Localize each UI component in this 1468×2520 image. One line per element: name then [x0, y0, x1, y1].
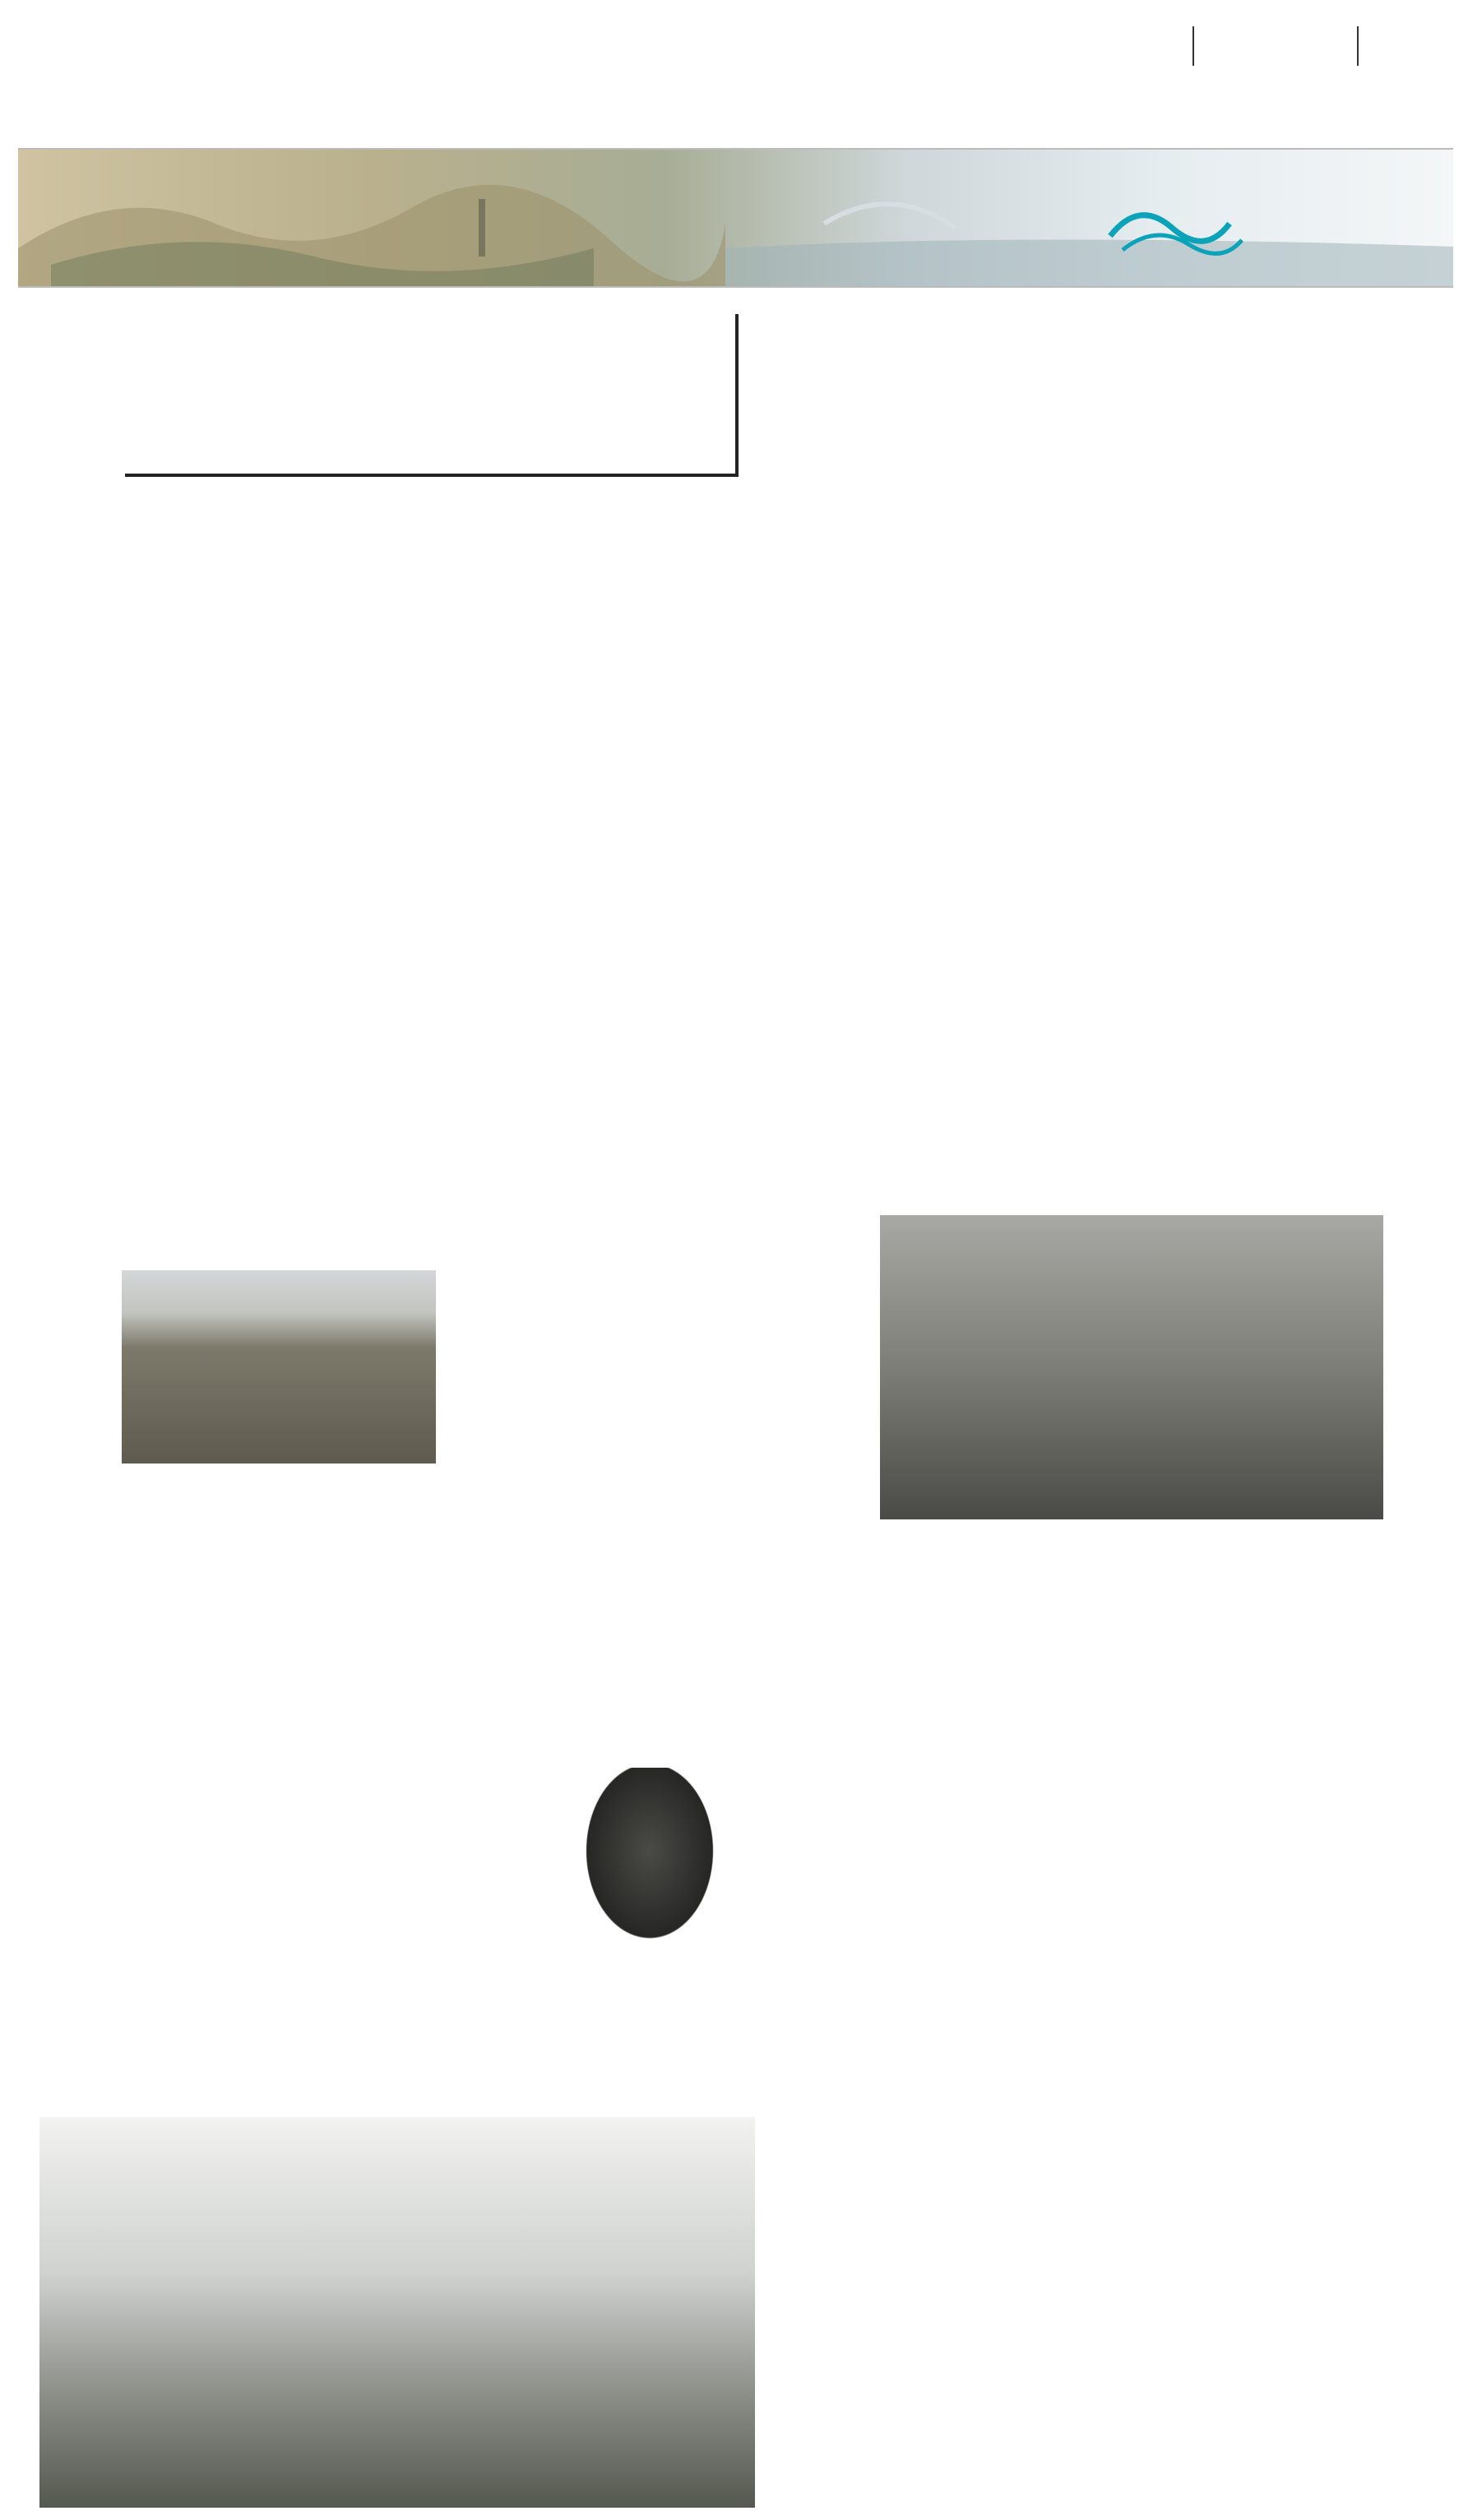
photo-boat-fleet	[39, 2117, 755, 2508]
article3-column1	[796, 1570, 1099, 2508]
article3-column2	[1178, 1570, 1449, 2508]
header-divider	[1357, 26, 1359, 66]
photo-black-pottery	[576, 1768, 724, 1953]
photo-archaeology-site	[122, 1270, 436, 1463]
article2-column1	[796, 296, 1066, 1209]
wave-icon	[1106, 191, 1246, 265]
header-divider	[1192, 26, 1194, 66]
article1-column1	[39, 485, 214, 1747]
article2-column2	[1178, 296, 1449, 1209]
article1-column2	[294, 485, 564, 1747]
intro-frame	[125, 314, 739, 477]
photo-meng-family	[880, 1215, 1383, 1519]
